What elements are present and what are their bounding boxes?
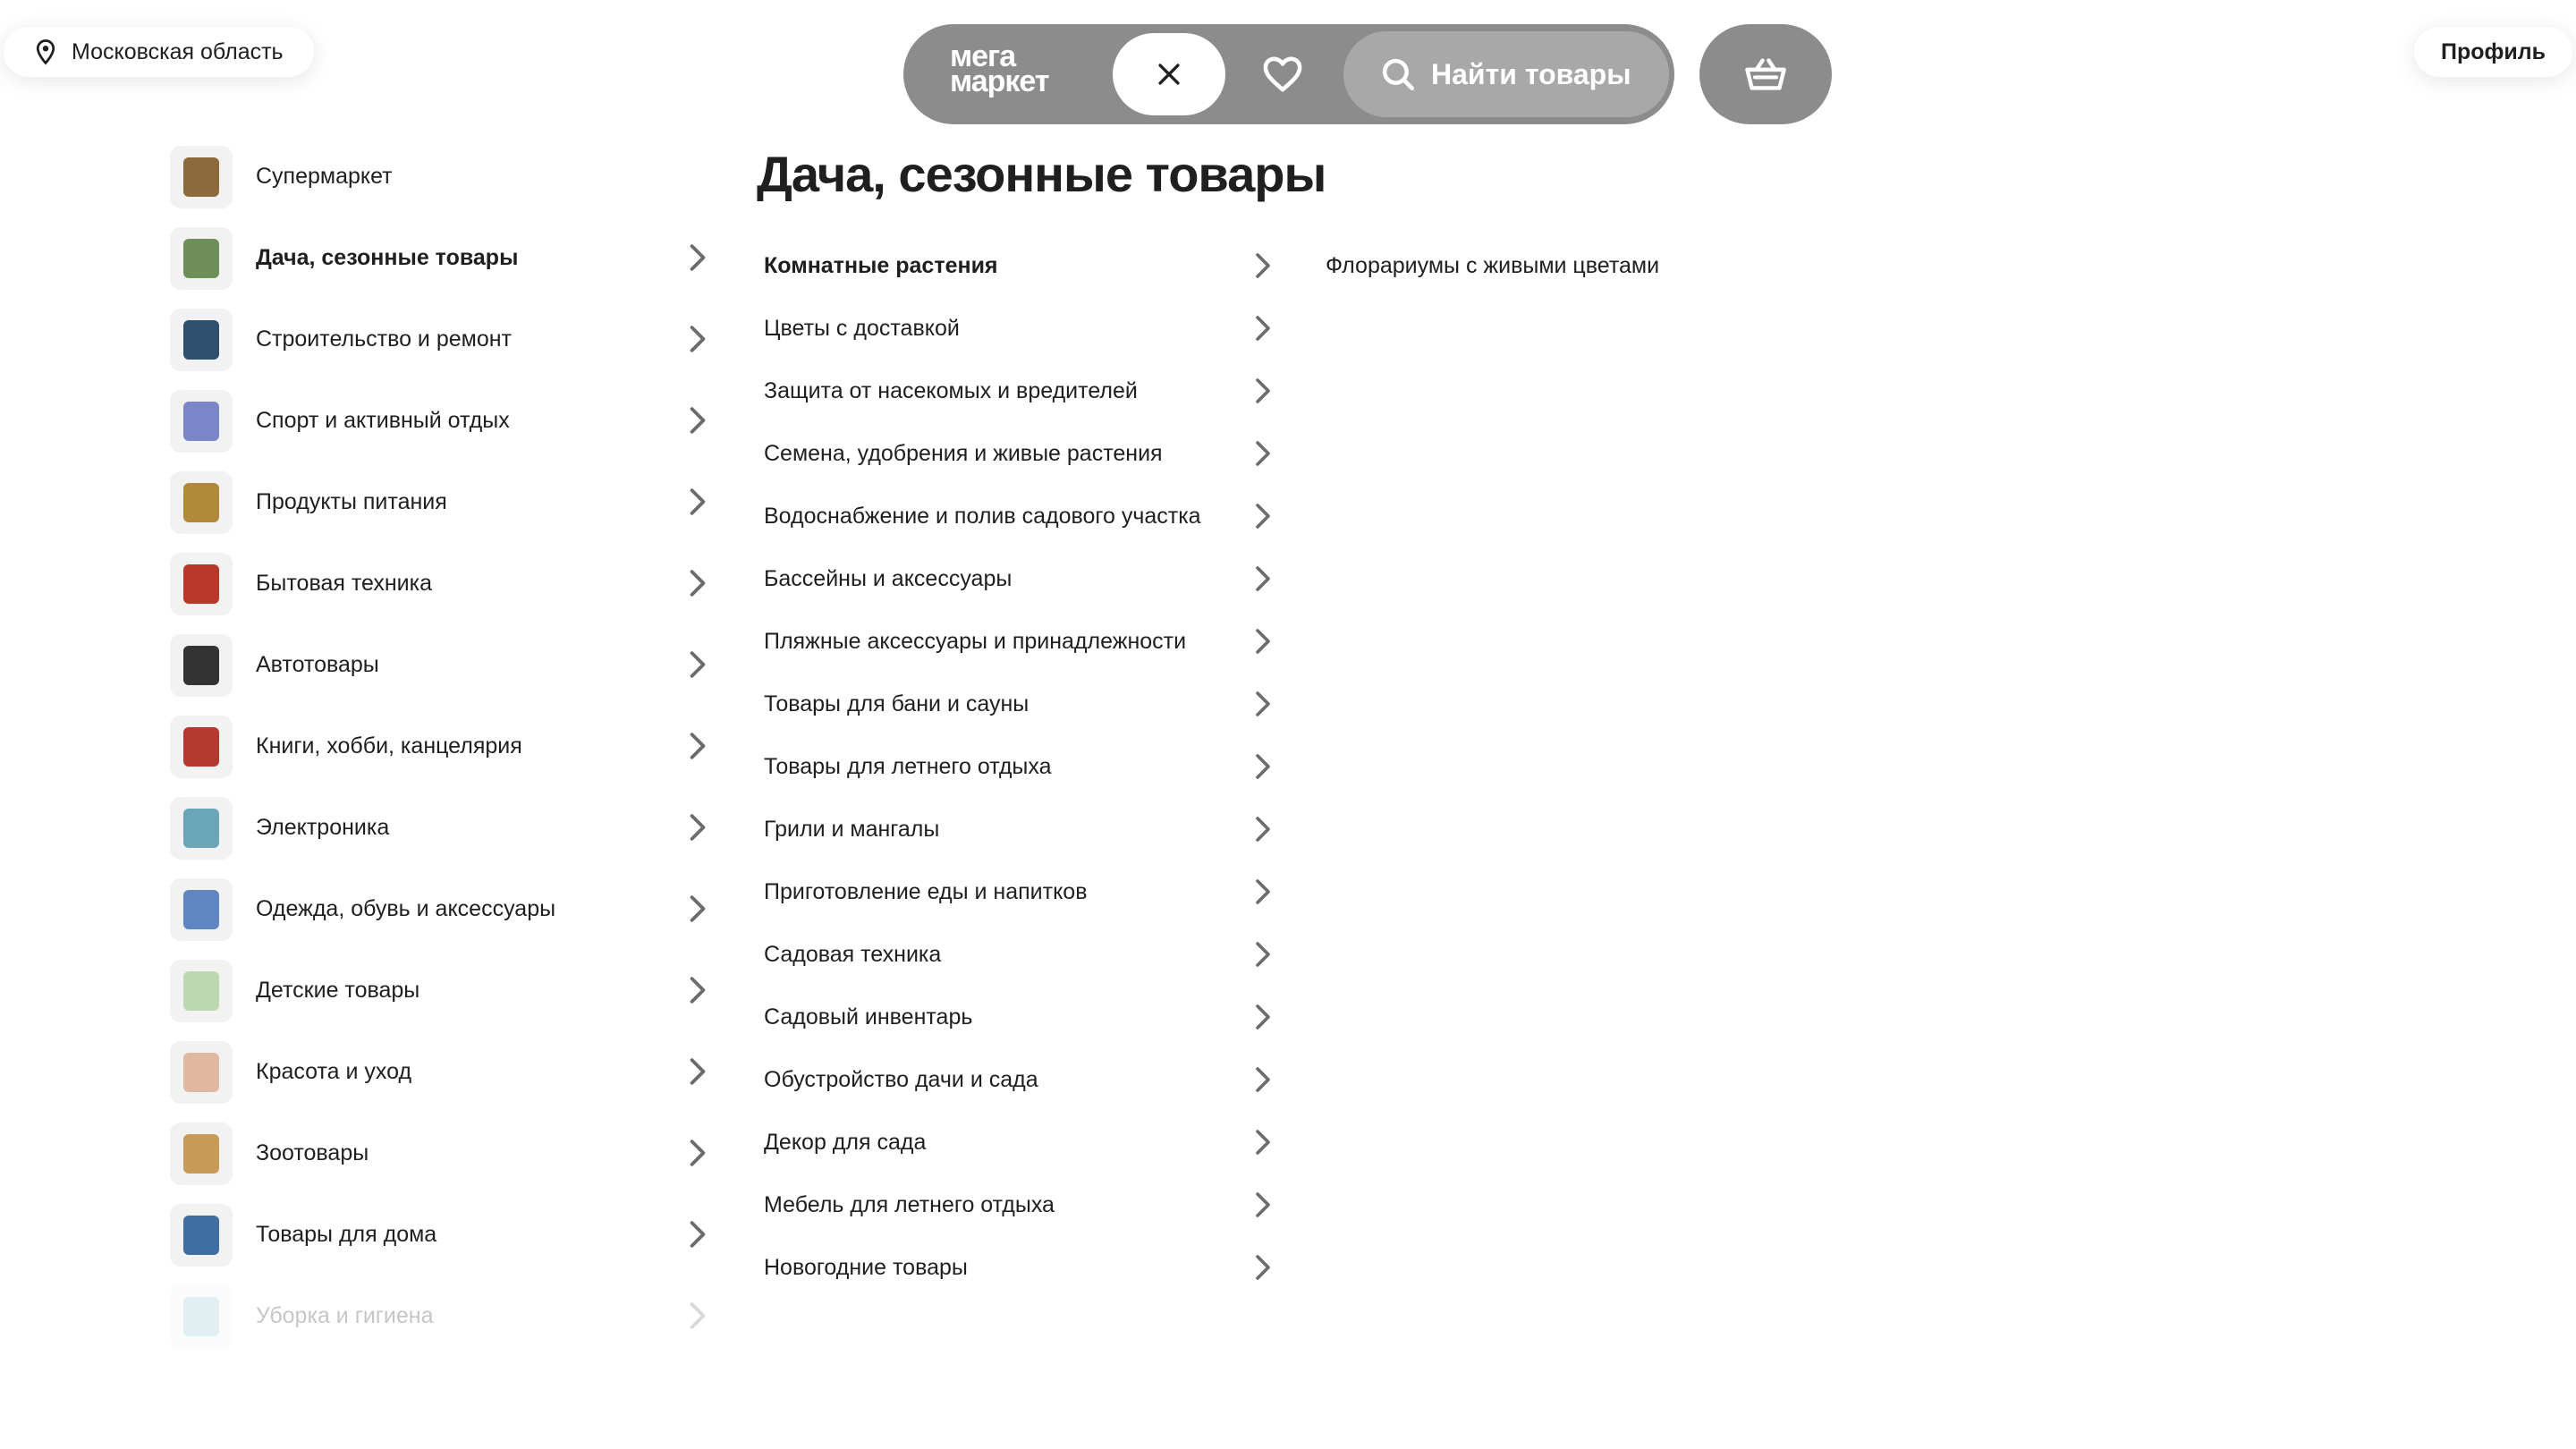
- category-label: Зоотовары: [256, 1140, 369, 1165]
- search-input[interactable]: [1343, 31, 1669, 117]
- page-title: Дача, сезонные товары: [757, 146, 1326, 202]
- subcategory-label: Декор для сада: [764, 1129, 927, 1155]
- chevron-right-icon: [1252, 1129, 1274, 1156]
- category-thumbnail: [170, 797, 233, 860]
- chevron-right-icon: [685, 813, 710, 842]
- category-thumbnail: [170, 634, 233, 697]
- location-pin-icon: [32, 38, 59, 65]
- subcategory-label: Мебель для летнего отдыха: [764, 1191, 1055, 1217]
- basket-icon: [1744, 56, 1787, 92]
- category-label: Спорт и активный отдых: [256, 408, 510, 433]
- category-item[interactable]: [170, 624, 724, 706]
- category-image: [183, 890, 219, 929]
- megamarket-logo[interactable]: мега маркет: [950, 39, 1049, 98]
- subcategory-label: Товары для бани и сауны: [764, 691, 1030, 716]
- favorites-button[interactable]: [1259, 51, 1306, 97]
- chevron-right-icon: [1252, 565, 1274, 592]
- chevron-right-icon: [1252, 941, 1274, 968]
- subcategory-label: Садовый инвентарь: [764, 1004, 973, 1030]
- category-label: Одежда, обувь и аксессуары: [256, 896, 556, 921]
- category-item[interactable]: [170, 136, 724, 217]
- category-image: [183, 727, 219, 767]
- category-image: [183, 564, 219, 604]
- category-image: [183, 1297, 219, 1336]
- chevron-right-icon: [1252, 753, 1274, 780]
- chevron-right-icon: [685, 325, 710, 353]
- subcategory-item[interactable]: [764, 422, 1283, 485]
- category-item[interactable]: [170, 869, 724, 950]
- chevron-right-icon: [685, 976, 710, 1004]
- category-item[interactable]: [170, 217, 724, 299]
- subcategory-item[interactable]: [764, 234, 1283, 297]
- category-item[interactable]: [170, 787, 724, 869]
- subcategory-label: Товары для летнего отдыха: [764, 753, 1052, 779]
- header-nav-pill: [903, 24, 1674, 124]
- subcategory-item[interactable]: [764, 735, 1283, 798]
- category-label: Красота и уход: [256, 1059, 412, 1084]
- chevron-right-icon: [685, 1220, 710, 1249]
- category-image: [183, 157, 219, 197]
- category-label: Уборка и гигиена: [256, 1303, 434, 1328]
- subcategory-item[interactable]: [764, 610, 1283, 673]
- subcategory-label: Комнатные растения: [764, 252, 998, 278]
- subcategory-label: Обустройство дачи и сада: [764, 1066, 1038, 1092]
- category-item[interactable]: [170, 1113, 724, 1194]
- subcategory-item[interactable]: [764, 297, 1283, 360]
- category-label: Электроника: [256, 815, 390, 840]
- chevron-right-icon: [685, 406, 710, 435]
- category-thumbnail: [170, 1204, 233, 1267]
- subcategory-label: Защита от насекомых и вредителей: [764, 377, 1138, 403]
- subcategory-item[interactable]: [764, 673, 1283, 735]
- chevron-right-icon: [685, 1301, 710, 1330]
- chevron-right-icon: [685, 243, 710, 272]
- category-label: Бытовая техника: [256, 571, 433, 596]
- profile-button[interactable]: [2414, 27, 2572, 77]
- chevron-right-icon: [1252, 628, 1274, 655]
- category-label: Автотовары: [256, 652, 379, 677]
- location-selector[interactable]: [4, 27, 314, 77]
- category-thumbnail: [170, 960, 233, 1022]
- subcategory-label: Пляжные аксессуары и принадлежности: [764, 628, 1187, 654]
- profile-label: Профиль: [2440, 38, 2546, 64]
- chevron-right-icon: [1252, 377, 1274, 404]
- subcategory-label: Семена, удобрения и живые растения: [764, 440, 1163, 466]
- category-label: Строительство и ремонт: [256, 326, 512, 352]
- chevron-right-icon: [685, 732, 710, 760]
- category-item[interactable]: [170, 1275, 724, 1357]
- category-item[interactable]: [170, 1031, 724, 1113]
- category-thumbnail: [170, 878, 233, 941]
- category-label: Продукты питания: [256, 489, 447, 514]
- chevron-right-icon: [1252, 816, 1274, 843]
- subcategory-item[interactable]: [764, 1111, 1283, 1174]
- subcategory-item[interactable]: [764, 547, 1283, 610]
- subcategory-label: Водоснабжение и полив садового участка: [764, 503, 1201, 529]
- subcategory-item[interactable]: [764, 798, 1283, 860]
- category-image: [183, 402, 219, 441]
- chevron-right-icon: [685, 1139, 710, 1167]
- subcategory-item[interactable]: [764, 1174, 1283, 1236]
- chevron-right-icon: [1252, 1191, 1274, 1218]
- category-image: [183, 1216, 219, 1255]
- subcategory-label: Бассейны и аксессуары: [764, 565, 1013, 591]
- chevron-right-icon: [1252, 440, 1274, 467]
- chevron-right-icon: [1252, 503, 1274, 530]
- category-item[interactable]: [170, 299, 724, 380]
- category-label: Детские товары: [256, 978, 420, 1003]
- subcategory-item[interactable]: [764, 1048, 1283, 1111]
- subcategory-label: Приготовление еды и напитков: [764, 878, 1088, 904]
- cart-button[interactable]: [1699, 24, 1832, 124]
- subcategory-item[interactable]: [764, 860, 1283, 923]
- category-image: [183, 646, 219, 685]
- category-image: [183, 239, 219, 278]
- chevron-right-icon: [1252, 1254, 1274, 1281]
- category-image: [183, 320, 219, 360]
- category-item[interactable]: [170, 380, 724, 462]
- subcategory-item[interactable]: [764, 485, 1283, 547]
- category-image: [183, 483, 219, 522]
- subcategory-item[interactable]: [764, 986, 1283, 1048]
- category-thumbnail: [170, 471, 233, 534]
- category-label: Книги, хобби, канцелярия: [256, 733, 522, 758]
- category-item[interactable]: [170, 950, 724, 1031]
- chevron-right-icon: [1252, 252, 1274, 279]
- search-placeholder: Найти товары: [1431, 57, 1631, 90]
- category-thumbnail: [170, 227, 233, 290]
- subcategory-item[interactable]: [764, 360, 1283, 422]
- category-item[interactable]: [170, 462, 724, 543]
- chevron-right-icon: [1252, 315, 1274, 342]
- category-label: Дача, сезонные товары: [256, 245, 519, 270]
- chevron-right-icon: [1252, 691, 1274, 717]
- category-list: [170, 136, 724, 1357]
- subcategory-label: Грили и мангалы: [764, 816, 940, 842]
- category-image: [183, 1134, 219, 1174]
- chevron-right-icon: [685, 487, 710, 516]
- category-label: Товары для дома: [256, 1222, 437, 1247]
- subcategory-item[interactable]: [764, 1236, 1283, 1299]
- category-item[interactable]: [170, 543, 724, 624]
- category-label: Супермаркет: [256, 164, 393, 189]
- category-thumbnail: [170, 716, 233, 778]
- chevron-right-icon: [685, 894, 710, 923]
- subcategory-label: Новогодние товары: [764, 1254, 968, 1280]
- chevron-right-icon: [685, 569, 710, 597]
- chevron-right-icon: [685, 1057, 710, 1086]
- category-thumbnail: [170, 390, 233, 453]
- close-catalog-button[interactable]: [1113, 33, 1225, 115]
- category-thumbnail: [170, 146, 233, 208]
- search-icon: [1379, 55, 1417, 93]
- subcategory-item[interactable]: [764, 923, 1283, 986]
- category-thumbnail: [170, 553, 233, 615]
- chevron-right-icon: [1252, 878, 1274, 905]
- close-icon: [1154, 59, 1184, 89]
- category-thumbnail: [170, 1123, 233, 1185]
- category-thumbnail: [170, 1285, 233, 1348]
- location-label: Московская область: [72, 38, 284, 64]
- subcategory-label: Садовая техника: [764, 941, 942, 967]
- category-image: [183, 809, 219, 848]
- category-image: [183, 1053, 219, 1092]
- third-level-list: [1326, 234, 1659, 297]
- chevron-right-icon: [1252, 1004, 1274, 1030]
- category-item[interactable]: [170, 706, 724, 787]
- third-level-item[interactable]: Флорариумы с живыми цветами: [1326, 252, 1660, 278]
- chevron-right-icon: [1252, 1066, 1274, 1093]
- category-thumbnail: [170, 309, 233, 371]
- category-image: [183, 971, 219, 1011]
- category-item[interactable]: [170, 1194, 724, 1275]
- subcategory-list: [764, 234, 1283, 1299]
- category-thumbnail: [170, 1041, 233, 1104]
- subcategory-label: Цветы с доставкой: [764, 315, 960, 341]
- heart-icon: [1262, 55, 1303, 93]
- chevron-right-icon: [685, 650, 710, 679]
